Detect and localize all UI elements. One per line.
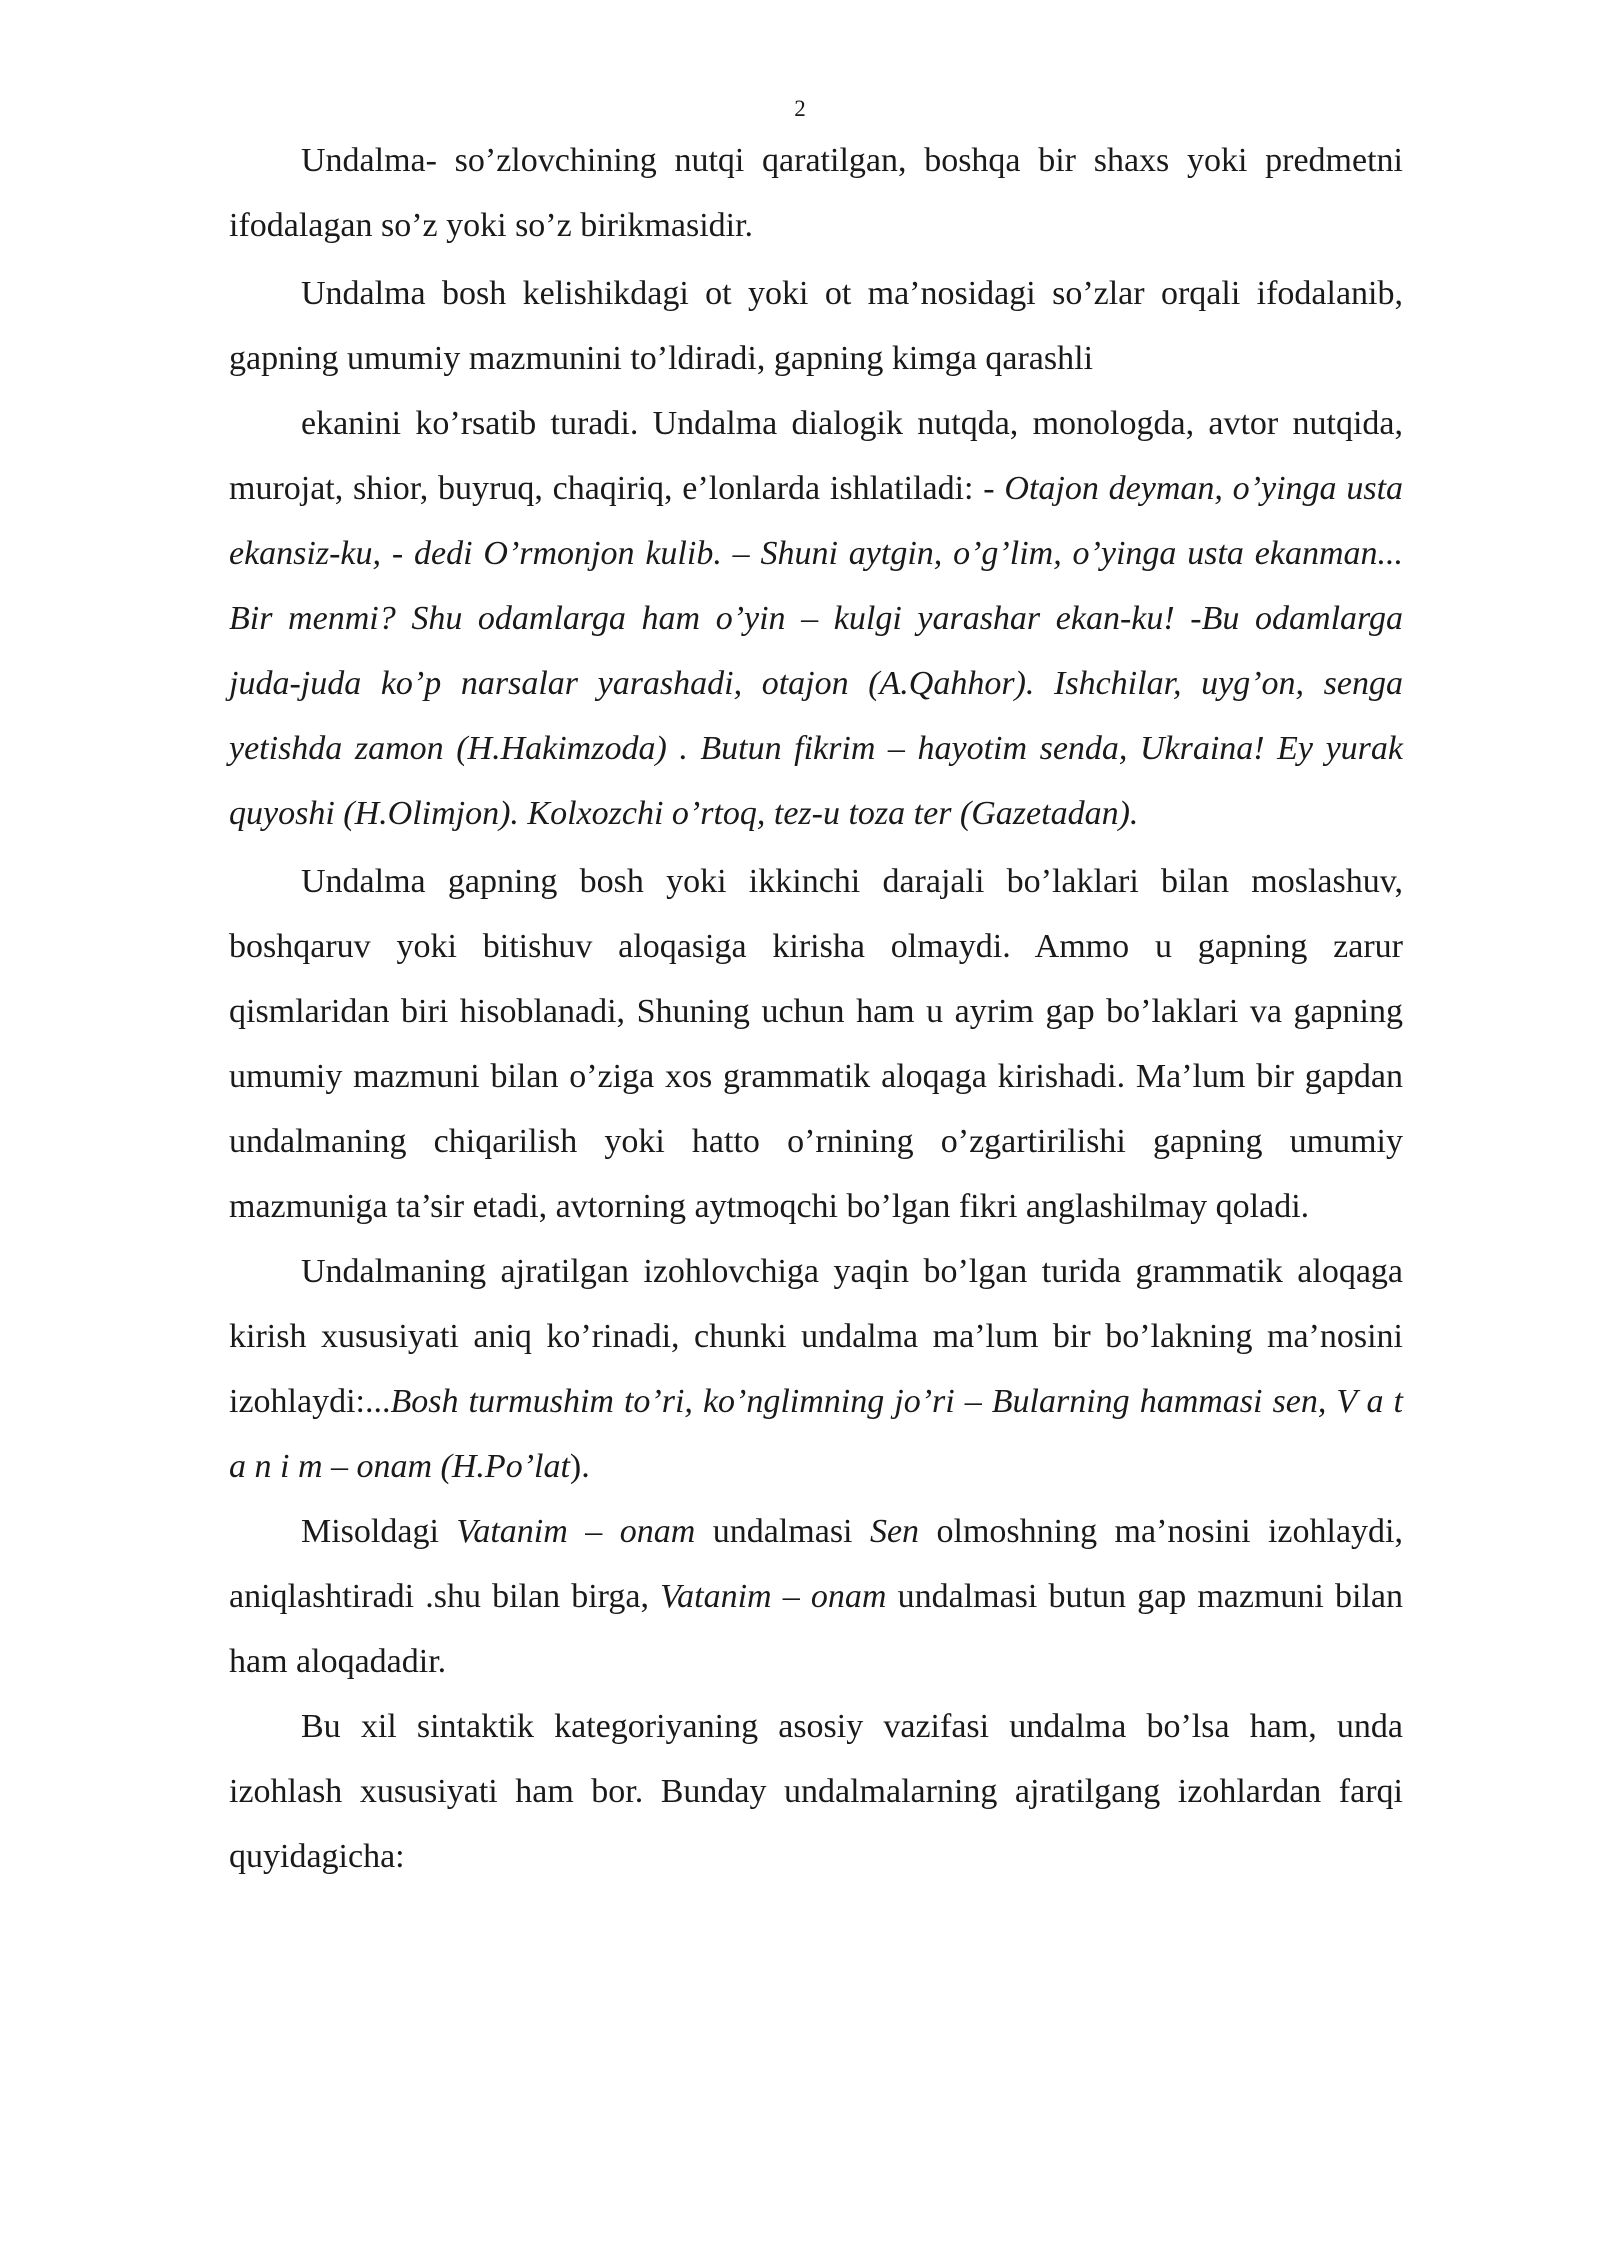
usage-examples: Otajon deyman, o’yinga usta ekansiz-ku, - dedi O’rmonjon kulib. – Shuni aytgin, o’g’lim, o’yinga usta ekanman... Bir menmi? Shu odamlarga ham o’yin – kulgi yarashar ekan-ku! -Bu odamlarga juda-juda ko’p narsalar yarashadi, otajon (A.Qahhor). Ishchilar, uyg’on, senga yetishda zamon (H.Hakimzoda) . Butun fikrim – hayotim senda, Ukraina! Ey yurak quyoshi (H.Olimjon). Kolxozchi o’rtoq, tez-u toza ter (Gazetadan). bbox=[229, 470, 1404, 832]
analysis-term-1: Vatanim – onam bbox=[456, 1513, 696, 1550]
page-number: 2 bbox=[794, 96, 806, 121]
usage-text: ekanini ko’rsatib turadi. Undalma dialogik nutqda, monologda, avtor nutqida, murojat, shior, buyruq, chaqiriq, e’lonlarda ishlatiladi: - bbox=[229, 405, 1403, 507]
analysis-text-2: undalmasi bbox=[695, 1513, 870, 1550]
paragraph-category: Bu xil sintaktik kategoriyaning asosiy vazifasi undalma bo’lsa ham, unda izohlash xususiyati ham bor. Bunday undalmalarning ajratilgang izohlardan farqi quyidagicha: bbox=[229, 1708, 1403, 1875]
analysis-term-3: Vatanim – onam bbox=[660, 1578, 887, 1615]
analysis-text-3: olmoshning ma’nosini izohlaydi, aniqlashtiradi .shu bilan birga, bbox=[229, 1513, 1403, 1615]
paragraph-definition: Undalma- so’zlovchining nutqi qaratilgan, boshqa bir shaxs yoki predmetni ifodalagan so’z yoki so’z birikmasidir. bbox=[229, 142, 1403, 244]
document-body bbox=[229, 128, 1403, 1889]
analysis-text-1: Misoldagi bbox=[301, 1513, 457, 1550]
paragraph-appositive bbox=[229, 1239, 1403, 1499]
analysis-term-2: Sen bbox=[869, 1513, 920, 1550]
analysis-text-4: undalmasi butun gap mazmuni bilan ham aloqadadir. bbox=[229, 1578, 1404, 1680]
appositive-text: Undalmaning ajratilgan izohlovchiga yaqin bo’lgan turida grammatik aloqaga kirish xususiyati aniq ko’rinadi, chunki undalma ma’lum bir bo’lakning ma’nosini izohlaydi:... bbox=[229, 1253, 1403, 1420]
appositive-example: Bosh turmushim to’ri, ko’nglimning jo’ri – Bularning hammasi sen, V a t a n i m – onam (H.Po’lat bbox=[229, 1383, 1403, 1485]
paragraph-expression: Undalma bosh kelishikdagi ot yoki ot ma’nosidagi so’zlar orqali ifodalanib, gapning umumiy mazmunini to’ldiradi, gapning kimga qarashli bbox=[229, 275, 1403, 377]
paragraph-example-analysis bbox=[229, 1499, 1403, 1694]
paragraph-grammar: Undalma gapning bosh yoki ikkinchi darajali bo’laklari bilan moslashuv, boshqaruv yoki bitishuv aloqasiga kirisha olmaydi. Ammo u gapning zarur qismlaridan biri hisoblanadi, Shuning uchun ham u ayrim gap bo’laklari va gapning umumiy mazmuni bilan o’ziga xos grammatik aloqaga kirishadi. Ma’lum bir gapdan undalmaning chiqarilish yoki hatto o’rnining o’zgartirilishi gapning umumiy mazmuniga ta’sir etadi, avtorning aytmoqchi bo’lgan fikri anglashilmay qoladi. bbox=[229, 863, 1403, 1225]
paragraph-usage bbox=[229, 391, 1403, 846]
appositive-close: ). bbox=[569, 1448, 590, 1485]
